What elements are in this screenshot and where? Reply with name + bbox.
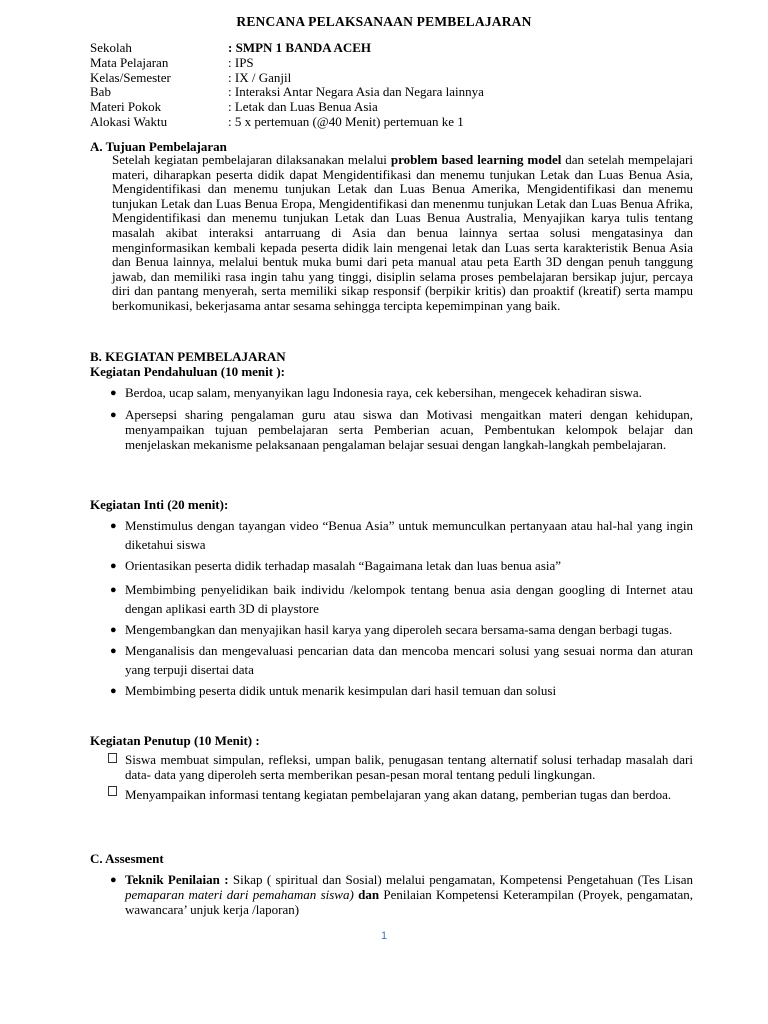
bullet-icon: ● — [110, 645, 117, 657]
penutup-heading: Kegiatan Penutup (10 Menit) : — [90, 733, 260, 748]
list-item-text: Menganalisis dan mengevaluasi pencarian data dan mencoba mencari solusi yang sesuai norma dan aturan yang terpuji disertai data — [125, 643, 693, 677]
meta-value: : SMPN 1 BANDA ACEH — [228, 40, 372, 55]
list-item-text: Menstimulus dengan tayangan video “Benua Asia” untuk memunculkan pertanyaan atau hal-hal yang ingin diketahui siswa — [125, 518, 693, 552]
list-item — [90, 785, 693, 804]
paragraph-text: Setelah kegiatan pembelajaran dilaksanakan melalui — [112, 152, 391, 167]
list-item — [90, 681, 693, 700]
meta-table — [90, 41, 484, 130]
list-item — [90, 516, 693, 554]
meta-row-bab — [90, 85, 484, 100]
bullet-icon: ● — [110, 387, 117, 399]
list-item-text: Penilaian Kompetensi Keterampilan (Proyek, pengamatan, wawancara’ unjuk kerja /laporan) — [125, 887, 693, 917]
meta-key: Materi Pokok — [90, 99, 162, 115]
bullet-icon: ● — [110, 409, 117, 421]
list-item-text: Siswa membuat simpulan, refleksi, umpan balik, penugasan tentang alternatif solusi terhadap masalah dari data- data yang diperoleh serta memberikan pesan-pesan moral tentang peduli lingkungan. — [125, 752, 693, 782]
inti-list — [90, 516, 693, 700]
meta-row-alokasi — [90, 115, 484, 130]
meta-row-kelas — [90, 71, 484, 86]
meta-key: Alokasi Waktu — [90, 113, 168, 129]
bullet-icon: ● — [110, 520, 117, 532]
section-b-heading: B. KEGIATAN PEMBELAJARAN — [90, 349, 286, 364]
bullet-icon: ● — [110, 584, 117, 596]
list-item-text: Membimbing peserta didik untuk menarik kesimpulan dari hasil temuan dan solusi — [125, 683, 557, 698]
list-item-text: Mengembangkan dan menyajikan hasil karya yang diperoleh secara bersama-sama dengan berbagi tugas. — [125, 622, 673, 637]
assesment-list — [90, 872, 693, 917]
meta-value: : IX / Ganjil — [228, 69, 292, 85]
meta-key: Kelas/Semester — [90, 69, 171, 85]
meta-row-materi — [90, 100, 484, 115]
list-item — [90, 872, 693, 917]
list-item-text: Sikap ( spiritual dan Sosial) melalui pengamatan, Kompetensi Pengetahuan (Tes Lisan — [228, 872, 693, 887]
section-a-paragraph — [112, 153, 693, 314]
list-item — [90, 383, 693, 402]
list-item-text: Membimbing penyelidikan baik individu /kelompok tentang benua asia dengan googling di Internet atau dengan aplikasi earth 3D di playstore — [125, 582, 693, 616]
section-c-heading: C. Assesment — [90, 851, 164, 866]
list-item-bold: dan — [353, 887, 380, 902]
section-a-heading: A. Tujuan Pembelajaran — [90, 139, 227, 154]
bullet-icon: ● — [110, 624, 117, 636]
meta-key: Sekolah — [90, 40, 132, 55]
list-item-text: Menyampaikan informasi tentang kegiatan pembelajaran yang akan datang, pemberian tugas dan berdoa. — [125, 787, 672, 802]
list-item-italic: pemaparan materi dari pemahaman siswa) — [125, 887, 354, 902]
inti-heading: Kegiatan Inti (20 menit): — [90, 497, 229, 512]
list-item-text: Orientasikan peserta didik terhadap masalah “Bagaimana letak dan luas benua asia” — [125, 558, 562, 573]
meta-value: : 5 x pertemuan (@40 Menit) pertemuan ke 1 — [228, 113, 464, 129]
meta-key: Mata Pelajaran — [90, 54, 169, 70]
bullet-icon: ● — [110, 874, 117, 886]
meta-value: : IPS — [228, 54, 254, 70]
bullet-icon: ● — [110, 685, 117, 697]
paragraph-text: dan setelah mempelajari materi, diharapkan peserta didik dapat Mengidentifikasi dan menemu tunjukan Letak dan Luas Benua Asia, Mengidentifikasi dan menemu tunjukan Letak dan Luas Benua Amerika, Mengidentifikasi dan menemu tunjukan Letak dan Luas Benua Eropa, Mengidentifikasi dan menenmu tunjukan Letak dan Luas Benua Afrika, Mengidentifikasi dan menemu tunjukan Letak dan Luas Benua Australia, Menyajikan karya tulis tentang masalah akibat interaksi antarruang di Asia dan benua lainnya sertaa solusi mengatasinya dan menginformasikan kembali kepada peserta didik lain mengenai letak dan Luas serta karakteristik Benua Asia dan Benua lainnya, melalui bentuk muka bumi dari peta manual atau peta Earth 3D dengan penuh tanggung jawab, dan memiliki rasa ingin tahu yang tinggi, disiplin selama proses pembelajaran bersikap jujur, percaya diri dan pantang menyerah, serta memiliki sikap responsif (berpikir kritis) dan proaktif (kreatif) serta mampu berkomunikasi, bekerjasama antar sesama sehingga tercipta kepemimpinan yang baik. — [112, 152, 693, 313]
meta-key: Bab — [90, 84, 111, 100]
checkbox-square-icon — [108, 786, 117, 796]
pendahuluan-heading: Kegiatan Pendahuluan (10 menit ): — [90, 364, 286, 379]
assesment-label: Teknik Penilaian : — [125, 872, 229, 887]
list-item — [90, 752, 693, 782]
penutup-list — [90, 752, 693, 804]
list-item — [90, 556, 693, 575]
pendahuluan-list — [90, 383, 693, 452]
list-item — [90, 641, 693, 679]
meta-value: : Letak dan Luas Benua Asia — [228, 99, 378, 115]
page-number: 1 — [380, 930, 388, 942]
document-title: RENCANA PELAKSANAAN PEMBELAJARAN — [236, 14, 532, 29]
meta-row-mapel — [90, 56, 484, 71]
bullet-icon: ● — [110, 560, 117, 572]
list-item — [90, 580, 693, 618]
list-item-text: Berdoa, ucap salam, menyanyikan lagu Indonesia raya, cek kebersihan, mengecek kehadiran siswa. — [125, 385, 642, 400]
list-item — [90, 407, 693, 452]
meta-value: : Interaksi Antar Negara Asia dan Negara lainnya — [228, 84, 484, 100]
list-item-text: Apersepsi sharing pengalaman guru atau siswa dan Motivasi mengaitkan materi dengan kehidupan, menyampaikan tujuan pembelajaran serta Pemberian acuan, Pembentukan kelompok belajar dan menjelaskan mekanisme pelaksanaan pengalaman belajar sesuai dengan langkah-langkah pembelajaran. — [125, 407, 693, 452]
list-item — [90, 620, 693, 639]
checkbox-square-icon — [108, 753, 117, 763]
meta-row-sekolah — [90, 41, 484, 56]
paragraph-bold: problem based learning model — [390, 152, 562, 167]
